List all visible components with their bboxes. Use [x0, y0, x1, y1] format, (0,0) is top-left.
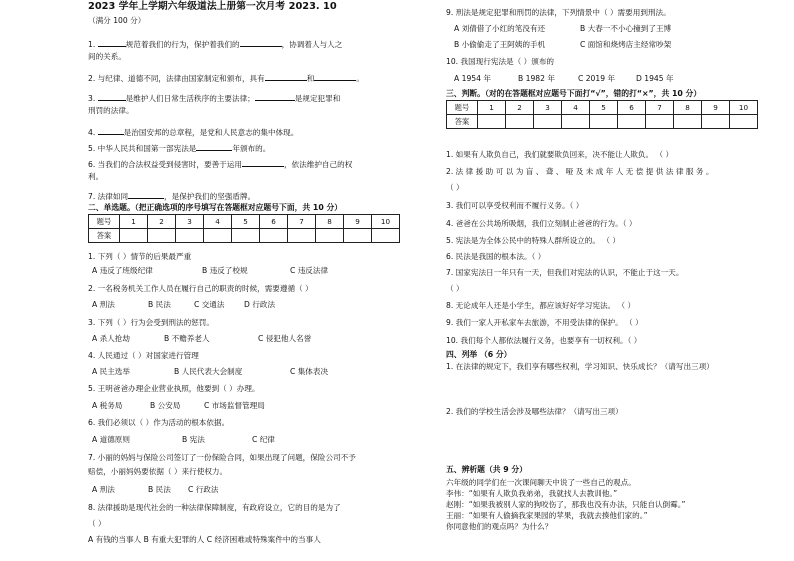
choice-answer-cell[interactable]	[316, 229, 344, 243]
judgment-1: 1. 如果有人欺负自己，我们就要欺负回来，决不能让人欺负。 （ ）	[446, 150, 674, 159]
fill-q6-line2: 利。	[88, 172, 104, 181]
choice-num-6: 6	[260, 215, 288, 229]
fill-q5: 5. 中华人民共和国第一部宪法是 年颁布的。	[88, 144, 271, 153]
judgment-9: 9. 我们一家人开私家车去旅游，不用受法律的保护。 （ ）	[446, 318, 643, 327]
choice-q5-stem: 5. 王明爸爸办理企业营业执照，他要到（ ）办理。	[88, 384, 260, 393]
choice-answer-cell[interactable]	[344, 229, 372, 243]
choice-q10-opt-b: B 1982 年	[518, 74, 555, 83]
choice-q1-opt-b: B 违反了校规	[202, 266, 248, 275]
choice-num-3: 3	[176, 215, 204, 229]
choice-q10-opt-c: C 2019 年	[578, 74, 616, 83]
judgment-table-q-label: 题号	[447, 101, 478, 115]
score-line: （满分 100 分）	[88, 16, 146, 25]
list-question-1: 1. 在法律的规定下，我们享有哪些权利，学习知识、快乐成长？（请写出三项）	[446, 362, 714, 371]
choice-q6-opt-b: B 宪法	[182, 435, 205, 444]
judgment-num-3: 3	[534, 101, 562, 115]
fill-q2: 2. 与纪律、道德不同，法律由国家制定和颁布，具有 和 。	[88, 74, 364, 83]
fill-q1-line2: 间的关系。	[88, 52, 126, 61]
choice-q3-opt-b: B 不赡养老人	[164, 334, 210, 343]
choice-answer-table	[88, 214, 400, 243]
choice-q2-opt-c: C 交通法	[194, 300, 225, 309]
judgment-answer-cell[interactable]	[562, 115, 590, 129]
choice-q8-stem: 8. 法律援助是现代社会的一种法律保障制度，有政府设立，它的目的是为了	[88, 503, 341, 512]
choice-q8-options: A 有钱的当事人 B 有重大犯罪的人 C 经济困难或特殊案件中的当事人	[88, 535, 321, 544]
section2-heading: 二、单选题。（把正确选项的序号填写在答题框对应题号下面，共 10 分）	[88, 203, 343, 212]
choice-q9-stem: 9. 刑法是规定犯罪和刑罚的法律，下列情景中（ ）需要用到刑法。	[446, 8, 671, 17]
fill-q1-line1: 1. 规范着我们的行为，保护着我们的 ，协调着人与人之	[88, 40, 343, 49]
choice-answer-cell[interactable]	[120, 229, 148, 243]
choice-q1-opt-c: C 违反法律	[290, 266, 329, 275]
judgment-4: 4. 爸爸在公共场所吸烟，我们立刻制止爸爸的行为。（ ）	[446, 219, 637, 228]
choice-q5-opt-c: C 市场监督管理局	[204, 401, 265, 410]
judgment-num-8: 8	[674, 101, 702, 115]
choice-num-1: 1	[120, 215, 148, 229]
choice-q4-opt-c: C 集体表决	[290, 367, 329, 376]
choice-table-a-label: 答案	[89, 229, 120, 243]
judgment-2-blank: （ ）	[446, 183, 464, 192]
choice-q10-opt-d: D 1945 年	[636, 74, 674, 83]
judgment-num-1: 1	[478, 101, 506, 115]
choice-q5-opt-b: B 公安局	[150, 401, 181, 410]
fill-q6-line1: 6. 当我们的合法权益受到侵害时，要善于运用 ，依法维护自己的权	[88, 160, 353, 169]
judgment-num-2: 2	[506, 101, 534, 115]
judgment-table-a-label: 答案	[447, 115, 478, 129]
choice-q9-opt4: C 面馆和烧烤店主经常吵架	[580, 40, 672, 49]
judgment-6: 6. 民法是我国的根本法。（ ）	[446, 252, 546, 261]
choice-q2-opt-d: D 行政法	[244, 300, 276, 309]
judgment-table-answer-row	[447, 115, 758, 129]
judgment-table-number-row	[447, 101, 758, 115]
choice-answer-cell[interactable]	[148, 229, 176, 243]
choice-q3-opt-a: A 杀人抢劫	[92, 334, 130, 343]
judgment-answer-cell[interactable]	[478, 115, 506, 129]
judgment-answer-cell[interactable]	[646, 115, 674, 129]
choice-answer-cell[interactable]	[232, 229, 260, 243]
choice-q7-stem-2: 赔偿，小丽妈妈要依据（ ）来行使权力。	[88, 467, 228, 476]
fill-q7: 7. 法律如同 ，是保护我们的坚强盾牌。	[88, 192, 256, 201]
choice-q4-opt-a: A 民主选举	[92, 367, 130, 376]
choice-num-9: 9	[344, 215, 372, 229]
choice-q8-stem-2: （ ）	[88, 519, 106, 528]
choice-table-number-row	[89, 215, 400, 229]
choice-q2-stem: 2. 一名税务机关工作人员在履行自己的职责的时候，需要遵循（ ）	[88, 284, 313, 293]
choice-q3-opt-c: C 侵犯他人名誉	[258, 334, 312, 343]
choice-answer-cell[interactable]	[204, 229, 232, 243]
choice-q2-opt-b: B 民法	[148, 300, 171, 309]
choice-q10-opt-a: A 1954 年	[454, 74, 491, 83]
section3-heading: 三、判断。（对的在答题框对应题号下面打“√”，错的打“×”，共 10 分）	[446, 89, 702, 98]
choice-num-5: 5	[232, 215, 260, 229]
judgment-7-blank: （ ）	[446, 284, 464, 293]
judgment-num-7: 7	[646, 101, 674, 115]
section4-heading: 四、列举 （6 分）	[446, 350, 512, 359]
choice-q1-opt-a: A 违反了班级纪律	[92, 266, 153, 275]
choice-table-answer-row	[89, 229, 400, 243]
judgment-answer-cell[interactable]	[590, 115, 618, 129]
choice-q6-opt-c: C 纪律	[252, 435, 275, 444]
choice-q10-stem: 10. 我国现行宪法是（ ）颁布的	[446, 57, 555, 66]
judgment-answer-cell[interactable]	[618, 115, 646, 129]
list-question-2: 2. 我们的学校生活会涉及哪些法律？（请写出三项）	[446, 407, 623, 416]
judgment-num-9: 9	[702, 101, 730, 115]
judgment-answer-cell[interactable]	[674, 115, 702, 129]
choice-q7-opt-a: A 刑法	[92, 485, 115, 494]
judgment-num-4: 4	[562, 101, 590, 115]
choice-num-10: 10	[372, 215, 400, 229]
judgment-3: 3. 我们可以享受权利而不履行义务。（ ）	[446, 201, 584, 210]
section5-heading: 五、辨析题（共 9 分）	[446, 465, 528, 474]
choice-q4-opt-b: B 人民代表大会制度	[174, 367, 243, 376]
judgment-7: 7. 国家宪法日一年只有一天，但我们对宪法的认识，不能止于这一天。	[446, 268, 684, 277]
choice-q4-stem: 4. 人民通过（ ）对国家进行管理	[88, 351, 199, 360]
exam-title: 2023 学年上学期六年级道法上册第一次月考 2023. 10	[88, 1, 337, 12]
choice-q6-stem: 6. 我们必须以（ ）作为活动的根本依据。	[88, 418, 230, 427]
choice-num-4: 4	[204, 215, 232, 229]
judgment-answer-cell[interactable]	[534, 115, 562, 129]
choice-table-q-label: 题号	[89, 215, 120, 229]
judgment-10: 10. 我们每个人都依法履行义务，也要享有一切权利。（ ）	[446, 336, 642, 345]
judgment-5: 5. 宪法是为全体公民中的特殊人群所设立的。 （ ）	[446, 236, 620, 245]
choice-num-2: 2	[148, 215, 176, 229]
discussion-line-wangli: 王丽：“如果有人偷摘我家果园的苹果，我就去揍他们家的。”	[446, 511, 648, 520]
judgment-answer-table	[446, 100, 758, 129]
judgment-num-6: 6	[618, 101, 646, 115]
judgment-8: 8. 无论成年人还是小学生，都应该好好学习宪法。 （ ）	[446, 301, 636, 310]
judgment-answer-cell[interactable]	[506, 115, 534, 129]
choice-num-7: 7	[288, 215, 316, 229]
judgment-answer-cell[interactable]	[702, 115, 730, 129]
discussion-line-zhaogang: 赵刚：“如果我被别人家的狗咬伤了，那我也没有办法，只能自认倒霉。”	[446, 500, 686, 509]
choice-num-8: 8	[316, 215, 344, 229]
choice-q5-opt-a: A 税务局	[92, 401, 123, 410]
choice-answer-cell[interactable]	[372, 229, 400, 243]
choice-q9-opt2: B 大春一不小心撞到了王博	[580, 24, 672, 33]
discussion-line-liwei: 李伟：“如果有人欺负我弟弟，我就找人去教训他。”	[446, 489, 618, 498]
choice-q9-opt1: A 刘倩借了小红的笔没有还	[454, 24, 546, 33]
fill-q3-line1: 3. 是维护人们日常生活秩序的主要法律； 是规定犯罪和	[88, 94, 341, 103]
discussion-intro: 六年级的同学们在一次课间聊天中说了一些自己的观点。	[446, 478, 636, 487]
fill-q3-line2: 刑罚的法律。	[88, 106, 134, 115]
choice-q3-stem: 3. 下列（ ）行为会受到刑法的惩罚。	[88, 318, 214, 327]
discussion-question: 你同意他们的观点吗？为什么？	[446, 522, 553, 531]
choice-answer-cell[interactable]	[288, 229, 316, 243]
judgment-answer-cell[interactable]	[730, 115, 758, 129]
choice-q9-opt3: B 小偷偷走了王阿姨的手机	[454, 40, 546, 49]
choice-q7-stem: 7. 小丽的妈妈与保险公司签订了一份保险合同，如果出现了问题，保险公司不予	[88, 453, 356, 462]
judgment-2: 2. 法 律 援 助 可 以 为 盲 、 聋 、 哑 及 未 成 年 人 无 偿 提 供 法 律 服 务 。	[446, 167, 714, 176]
choice-q7-opt-b: B 民法	[148, 485, 171, 494]
choice-q7-opt-c: C 行政法	[188, 485, 219, 494]
judgment-num-10: 10	[730, 101, 758, 115]
choice-q2-opt-a: A 刑法	[92, 300, 115, 309]
choice-answer-cell[interactable]	[176, 229, 204, 243]
choice-q1-stem: 1. 下列（ ）情节的后果最严重	[88, 252, 192, 261]
fill-q4: 4. 是治国安邦的总章程，是党和人民意志的集中体现。	[88, 128, 299, 137]
choice-q6-opt-a: A 道德原则	[92, 435, 130, 444]
choice-answer-cell[interactable]	[260, 229, 288, 243]
judgment-num-5: 5	[590, 101, 618, 115]
